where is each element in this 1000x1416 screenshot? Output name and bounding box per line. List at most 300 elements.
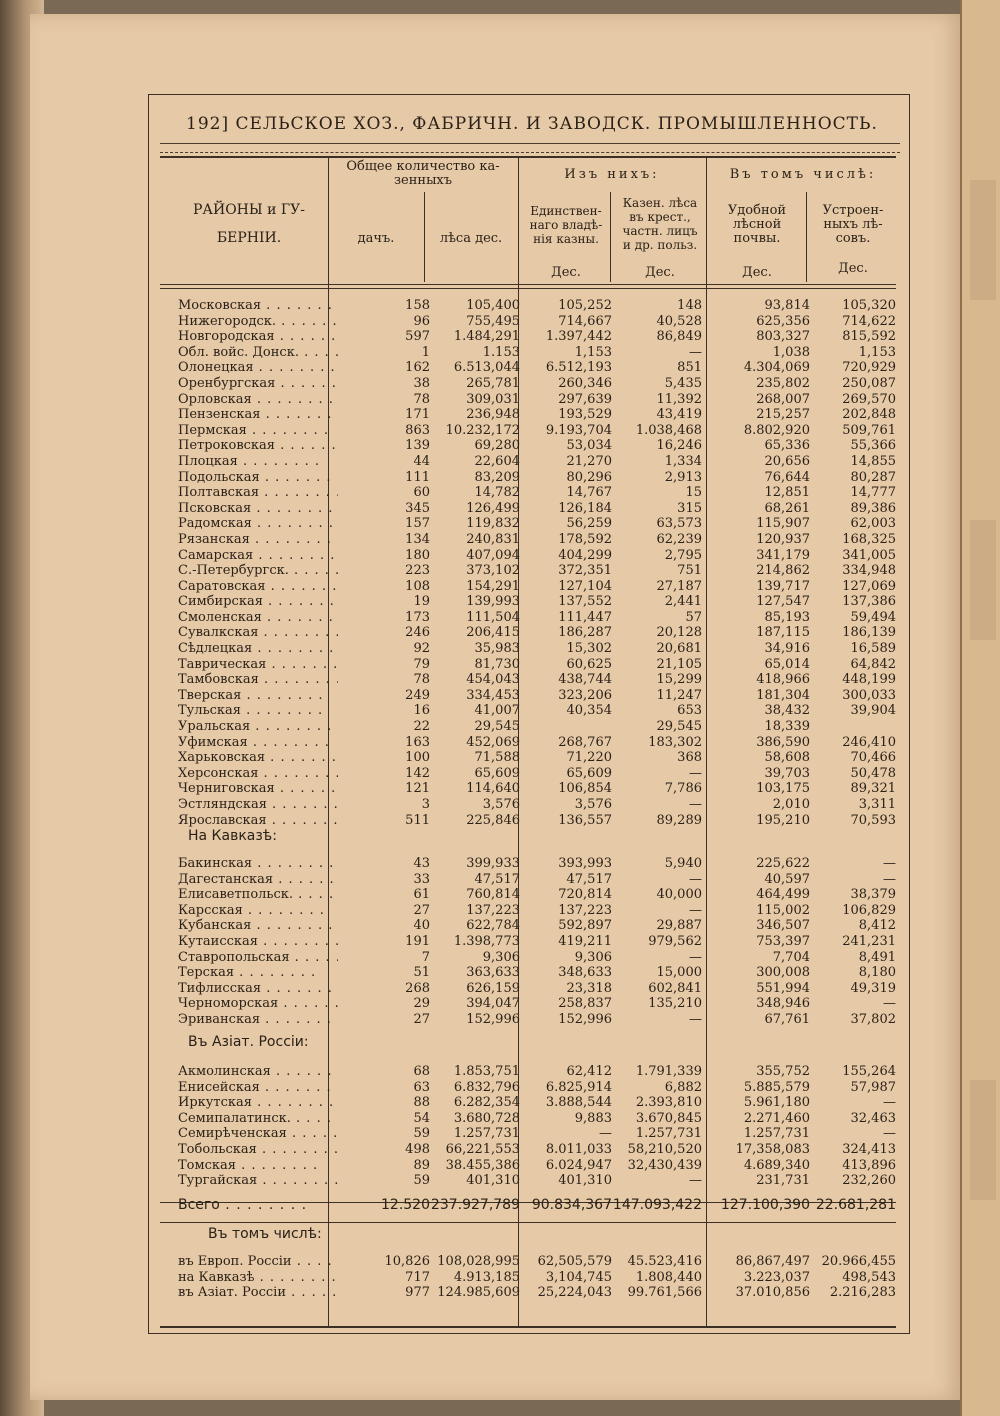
row-value: 126,184 [558, 500, 612, 516]
row-value: 61 [413, 887, 430, 903]
row-label: Тамбовская . . . [178, 672, 338, 688]
row-label: Ярославская . . . [178, 813, 338, 829]
row-value: 249 [405, 687, 430, 703]
row-value: 152,996 [466, 1011, 520, 1027]
row-value: 81,730 [474, 656, 520, 672]
header-suitable-text: Удобной лѣсной почвы. [727, 203, 787, 246]
table-row [160, 298, 896, 314]
row-value: — [689, 902, 702, 918]
table-row [160, 548, 896, 564]
row-value: 17,358,083 [735, 1141, 810, 1157]
table-row [160, 813, 896, 829]
asia-rows [160, 1064, 896, 1189]
row-label: Черниговская . . . [178, 781, 338, 797]
row-value: 4.304,069 [743, 360, 810, 376]
row-value: 3,104,745 [545, 1269, 612, 1285]
row-value: 178,592 [558, 531, 612, 547]
row-label: Московская . . . [178, 298, 338, 314]
facing-page-text-strip [970, 520, 996, 640]
row-value: 324,413 [842, 1141, 896, 1157]
row-value: 137,223 [558, 902, 612, 918]
table-row [160, 797, 896, 813]
header-des-4: Дес. [838, 261, 868, 276]
row-value: 20,656 [764, 453, 810, 469]
row-value: 152,996 [558, 1011, 612, 1027]
row-label: Олонецкая . . . [178, 360, 338, 376]
running-header: 192] СЕЛЬСКОЕ ХОЗ., ФАБРИЧН. И ЗАВОДСК. ПРОМЫШЛЕННОСТЬ. [186, 114, 878, 134]
row-value: 70,466 [850, 750, 896, 766]
row-value: 139,993 [466, 594, 520, 610]
row-value: 2,010 [772, 797, 810, 812]
row-value: 755,495 [466, 313, 520, 329]
row-label: Херсонская . . . [178, 766, 338, 782]
row-value: 9,306 [482, 949, 520, 965]
row-value: 1.153 [482, 344, 520, 360]
header-region [170, 196, 328, 252]
row-value: 43,419 [656, 407, 702, 423]
header-arranged [808, 204, 898, 246]
header-des-1: Дес. [551, 265, 581, 280]
row-value: 27,187 [656, 578, 702, 594]
row-value: 71,220 [566, 750, 612, 766]
row-value: 6,882 [664, 1079, 702, 1095]
row-value: 62,239 [656, 531, 702, 547]
row-value: 300,033 [842, 687, 896, 703]
row-label: въ Азіат. Россіи . . . [178, 1285, 338, 1301]
row-value: 12.520 [381, 1197, 430, 1213]
row-value: 8.802,920 [743, 422, 810, 438]
row-value: 979,562 [648, 933, 702, 949]
row-label: Смоленская . . . [178, 610, 338, 626]
row-value: 44 [413, 453, 430, 469]
row-value: 105,400 [466, 298, 520, 313]
table-row [160, 672, 896, 688]
row-value: 29,545 [474, 719, 520, 735]
table-row [160, 1126, 896, 1142]
row-value: 137,223 [466, 902, 520, 918]
row-value: 393,993 [558, 856, 612, 871]
row-value: 148 [677, 298, 702, 313]
row-value: 45.523,416 [627, 1254, 702, 1269]
row-value: 15 [685, 485, 702, 501]
table-row [160, 345, 896, 361]
row-value: 59 [413, 1126, 430, 1142]
header-single-text: Единствен- наго владѣ- нія казны. [529, 204, 603, 246]
row-value: 8.011,033 [545, 1141, 612, 1157]
row-value: 11,392 [656, 391, 702, 407]
row-value: — [883, 1095, 896, 1111]
row-value: 1,153 [574, 344, 612, 360]
row-value: 168,325 [842, 531, 896, 547]
row-value: 3,576 [574, 797, 612, 812]
row-value: 142 [405, 765, 430, 781]
row-value: — [689, 949, 702, 965]
row-value: 3,576 [482, 797, 520, 812]
row-value: 260,346 [558, 375, 612, 391]
row-value: 80,287 [850, 469, 896, 485]
row-value: 71,588 [474, 750, 520, 766]
table-row [160, 856, 896, 872]
row-value: 3.670,845 [635, 1110, 702, 1126]
row-value: 105,320 [842, 298, 896, 313]
row-value: 63 [413, 1079, 430, 1095]
row-value: 40,354 [566, 703, 612, 719]
row-value: 7 [421, 949, 430, 965]
row-value: 56,259 [566, 516, 612, 532]
row-value: 20,681 [656, 641, 702, 657]
row-value: 10,826 [384, 1254, 430, 1269]
header-peasant [612, 196, 708, 252]
row-value: 622,784 [466, 918, 520, 934]
row-value: 8,491 [858, 949, 896, 965]
row-value: 186,287 [558, 625, 612, 641]
row-value: 225,622 [756, 856, 810, 871]
row-value: 454,043 [466, 672, 520, 688]
row-value: 40,528 [656, 313, 702, 329]
table-row [160, 996, 896, 1012]
row-value: 5.885,579 [743, 1079, 810, 1095]
row-value: 50,478 [850, 765, 896, 781]
row-value: 33 [413, 871, 430, 887]
row-value: 76,644 [764, 469, 810, 485]
section-title-including: Въ томъ числѣ: [208, 1226, 322, 1242]
row-value: 368 [677, 750, 702, 766]
row-value: 14,777 [850, 485, 896, 501]
row-value: 720,929 [842, 360, 896, 376]
european-rows [160, 298, 896, 828]
row-label: С.-Петербургск. . . . [178, 563, 338, 579]
table-row [160, 981, 896, 997]
row-value: 863 [405, 422, 430, 438]
row-value: 15,000 [656, 965, 702, 981]
table-row [160, 1080, 896, 1096]
table-row [160, 407, 896, 423]
row-value: 96 [413, 313, 430, 329]
row-value: 602,841 [648, 980, 702, 996]
row-value: 21,270 [566, 453, 612, 469]
row-label: Самарская . . . [178, 548, 338, 564]
row-label: Таврическая . . . [178, 657, 338, 673]
row-value: 157 [405, 516, 430, 532]
header-dach: дачъ. [357, 231, 395, 246]
row-label: Бакинская . . . [178, 856, 338, 872]
table-row [160, 1285, 896, 1301]
row-value: 105,252 [558, 298, 612, 313]
row-label: Тверская . . . [178, 688, 338, 704]
header-arranged-text: Устроен- ныхъ лѣ- совъ. [822, 203, 884, 246]
row-value: — [599, 1126, 612, 1142]
row-value: 70,593 [850, 812, 896, 828]
row-value: 448,199 [842, 672, 896, 688]
row-value: — [689, 1173, 702, 1189]
row-value: 49,319 [850, 980, 896, 996]
row-value: 720,814 [558, 887, 612, 903]
row-label: на Кавказѣ . . . [178, 1270, 338, 1286]
row-value: 16,589 [850, 641, 896, 657]
table-row [160, 781, 896, 797]
table-row [160, 657, 896, 673]
row-value: 38,379 [850, 887, 896, 903]
row-value: 345 [405, 500, 430, 516]
row-value: 29,887 [656, 918, 702, 934]
row-value: 714,622 [842, 313, 896, 329]
row-value: 1.257,731 [453, 1126, 520, 1142]
header-forest: лѣса дес. [439, 231, 503, 246]
row-label: Тульская . . . [178, 703, 338, 719]
section-title-asia: Въ Азіат. Россіи: [188, 1034, 309, 1050]
row-value: 162 [405, 360, 430, 376]
table-row [160, 950, 896, 966]
table-row [160, 423, 896, 439]
row-value: 55,366 [850, 438, 896, 454]
row-value: 37,802 [850, 1011, 896, 1027]
row-label: Орловская . . . [178, 392, 338, 408]
row-value: 8,180 [858, 965, 896, 981]
row-value: 89,321 [850, 781, 896, 797]
row-value: 232,260 [842, 1173, 896, 1189]
row-value: 452,069 [466, 734, 520, 750]
row-value: 34,916 [764, 641, 810, 657]
row-label: Енисейская . . . [178, 1080, 338, 1096]
table-row [160, 918, 896, 934]
row-value: 714,667 [558, 313, 612, 329]
row-label: Томская . . . [178, 1158, 338, 1174]
row-value: 67,761 [764, 1011, 810, 1027]
row-value: 139 [405, 438, 430, 454]
row-value: 223 [405, 563, 430, 579]
row-value: 38,432 [764, 703, 810, 719]
row-label: Кубанская . . . [178, 918, 338, 934]
row-value: 37.010,856 [735, 1285, 810, 1301]
table-row [160, 1254, 896, 1270]
row-value: 12,851 [764, 485, 810, 501]
row-value: 51 [413, 965, 430, 981]
row-value: 136,557 [558, 812, 612, 828]
row-value: 193,529 [558, 407, 612, 423]
row-value: 1,038 [772, 344, 810, 360]
table-row [160, 903, 896, 919]
row-value: — [689, 765, 702, 781]
row-value: 38 [413, 375, 430, 391]
row-value: 35,983 [474, 641, 520, 657]
row-label: Сувалкская . . . [178, 625, 338, 641]
row-label: Пермская . . . [178, 423, 338, 439]
row-label: Петроковская . . . [178, 438, 338, 454]
row-value: 268 [405, 980, 430, 996]
row-value: 92 [413, 641, 430, 657]
row-value: 551,994 [756, 980, 810, 996]
row-value: 464,499 [756, 887, 810, 903]
table-row [160, 766, 896, 782]
row-label: Акмолинская . . . [178, 1064, 338, 1080]
row-value: 751 [677, 563, 702, 579]
row-label: Елисаветпольск. . . . [178, 887, 338, 903]
row-value: 438,744 [558, 672, 612, 688]
row-value: 100 [405, 750, 430, 766]
row-value: 3 [421, 797, 430, 812]
row-label: Псковская . . . [178, 501, 338, 517]
row-value: 40,000 [656, 887, 702, 903]
row-value: 348,946 [756, 996, 810, 1012]
row-value: 60,625 [566, 656, 612, 672]
row-value: 597 [405, 329, 430, 345]
table-row [160, 1270, 896, 1286]
header-region-text: РАЙОНЫ и ГУ- БЕРНІИ. [192, 202, 306, 246]
row-value: 348,633 [558, 965, 612, 981]
row-value: 3,311 [858, 797, 896, 812]
row-value: 115,907 [756, 516, 810, 532]
row-value: 372,351 [558, 563, 612, 579]
row-value: 187,115 [756, 625, 810, 641]
row-value: 59 [413, 1173, 430, 1189]
row-value: 297,639 [558, 391, 612, 407]
table-row [160, 1158, 896, 1174]
row-value: 9,883 [574, 1110, 612, 1126]
row-value: 4.913,185 [453, 1269, 520, 1285]
row-value: 341,179 [756, 547, 810, 563]
row-value: 20,128 [656, 625, 702, 641]
table-row [160, 641, 896, 657]
table-row [160, 1198, 896, 1214]
row-value: 1.853,751 [453, 1064, 520, 1079]
row-value: 68,261 [764, 500, 810, 516]
row-value: 66,221,553 [445, 1141, 520, 1157]
row-label: Всего . . . [178, 1198, 338, 1214]
row-value: 79 [413, 656, 430, 672]
row-value: 22 [413, 719, 430, 735]
row-value: 5,435 [664, 375, 702, 391]
table-row [160, 376, 896, 392]
row-value: 386,590 [756, 734, 810, 750]
section-title-caucasus: На Кавказѣ: [188, 828, 277, 844]
row-value: 760,814 [466, 887, 520, 903]
facing-page-text-strip [970, 1080, 996, 1200]
row-value: 315 [677, 500, 702, 516]
row-value: 111,447 [558, 609, 612, 625]
table-row [160, 563, 896, 579]
row-value: 40,597 [764, 871, 810, 887]
row-label: Дагестанская . . . [178, 872, 338, 888]
caucasus-rows [160, 856, 896, 1028]
header-des-3: Дес. [742, 265, 772, 280]
table-row [160, 329, 896, 345]
row-value: 5,940 [664, 856, 702, 871]
row-value: 9.193,704 [545, 422, 612, 438]
row-value: 86,849 [656, 329, 702, 345]
row-value: 3.223,037 [743, 1269, 810, 1285]
row-label: Сѣдлецкая . . . [178, 641, 338, 657]
row-value: 19 [413, 594, 430, 610]
row-value: 39,703 [764, 765, 810, 781]
row-value: 134 [405, 531, 430, 547]
row-value: 41,007 [474, 703, 520, 719]
row-value: 163 [405, 734, 430, 750]
row-value: 6.832,796 [453, 1079, 520, 1095]
total-rows [160, 1198, 896, 1214]
row-value: 235,802 [756, 375, 810, 391]
row-value: 80,296 [566, 469, 612, 485]
row-label: Ставропольская . . . [178, 950, 338, 966]
row-value: 127,547 [756, 594, 810, 610]
row-label: Оренбургская . . . [178, 376, 338, 392]
row-value: 231,731 [756, 1173, 810, 1189]
row-value: — [883, 871, 896, 887]
row-value: 246 [405, 625, 430, 641]
row-value: 20.966,455 [821, 1254, 896, 1269]
row-value: 1.038,468 [635, 422, 702, 438]
row-value: 2,913 [664, 469, 702, 485]
row-value: 592,897 [558, 918, 612, 934]
row-value: 58,608 [764, 750, 810, 766]
row-value: 89,289 [656, 812, 702, 828]
row-value: 215,257 [756, 407, 810, 423]
row-value: 65,014 [764, 656, 810, 672]
row-value: 1.808,440 [635, 1269, 702, 1285]
row-value: 717 [405, 1269, 430, 1285]
row-label: Уральская . . . [178, 719, 338, 735]
table-row [160, 887, 896, 903]
row-value: 1,334 [664, 453, 702, 469]
table-row [160, 750, 896, 766]
table-row [160, 1142, 896, 1158]
row-value: 5.961,180 [743, 1095, 810, 1111]
row-value: 323,206 [558, 687, 612, 703]
row-value: 407,094 [466, 547, 520, 563]
row-value: 127,069 [842, 578, 896, 594]
including-rows [160, 1254, 896, 1301]
row-value: 53,034 [566, 438, 612, 454]
row-value: 62,003 [850, 516, 896, 532]
row-value: 1.398,773 [453, 933, 520, 949]
row-value: 137,552 [558, 594, 612, 610]
row-value: 29,545 [656, 719, 702, 735]
row-value: 32,463 [850, 1110, 896, 1126]
table-row [160, 392, 896, 408]
row-value: 39,904 [850, 703, 896, 719]
row-value: 11,247 [656, 687, 702, 703]
row-value: — [883, 1126, 896, 1142]
row-value: 16,246 [656, 438, 702, 454]
row-value: 1.257,731 [743, 1126, 810, 1142]
row-value: 139,717 [756, 578, 810, 594]
row-value: 2,441 [664, 594, 702, 610]
row-label: въ Европ. Россіи . . . [178, 1254, 338, 1270]
row-label: Иркутская . . . [178, 1095, 338, 1111]
row-value: 265,781 [466, 375, 520, 391]
row-value: 8,412 [858, 918, 896, 934]
table-row [160, 610, 896, 626]
row-value: 108,028,995 [437, 1254, 520, 1269]
row-label: Карсская . . . [178, 903, 338, 919]
row-value: 815,592 [842, 329, 896, 345]
row-value: 404,299 [558, 547, 612, 563]
row-label: Уфимская . . . [178, 735, 338, 751]
row-value: 401,310 [558, 1173, 612, 1189]
row-value: 363,633 [466, 965, 520, 981]
table-row [160, 1012, 896, 1028]
facing-page-text-strip [970, 180, 996, 300]
row-value: 90.834,367 [531, 1197, 612, 1213]
row-value: 250,087 [842, 375, 896, 391]
row-value: 111 [405, 469, 430, 485]
row-value: 27 [413, 902, 430, 918]
row-value: 78 [413, 391, 430, 407]
row-value: 240,831 [466, 531, 520, 547]
header-suitable [708, 204, 806, 246]
table-row [160, 470, 896, 486]
row-value: 399,933 [466, 856, 520, 871]
row-label: Харьковская . . . [178, 750, 338, 766]
